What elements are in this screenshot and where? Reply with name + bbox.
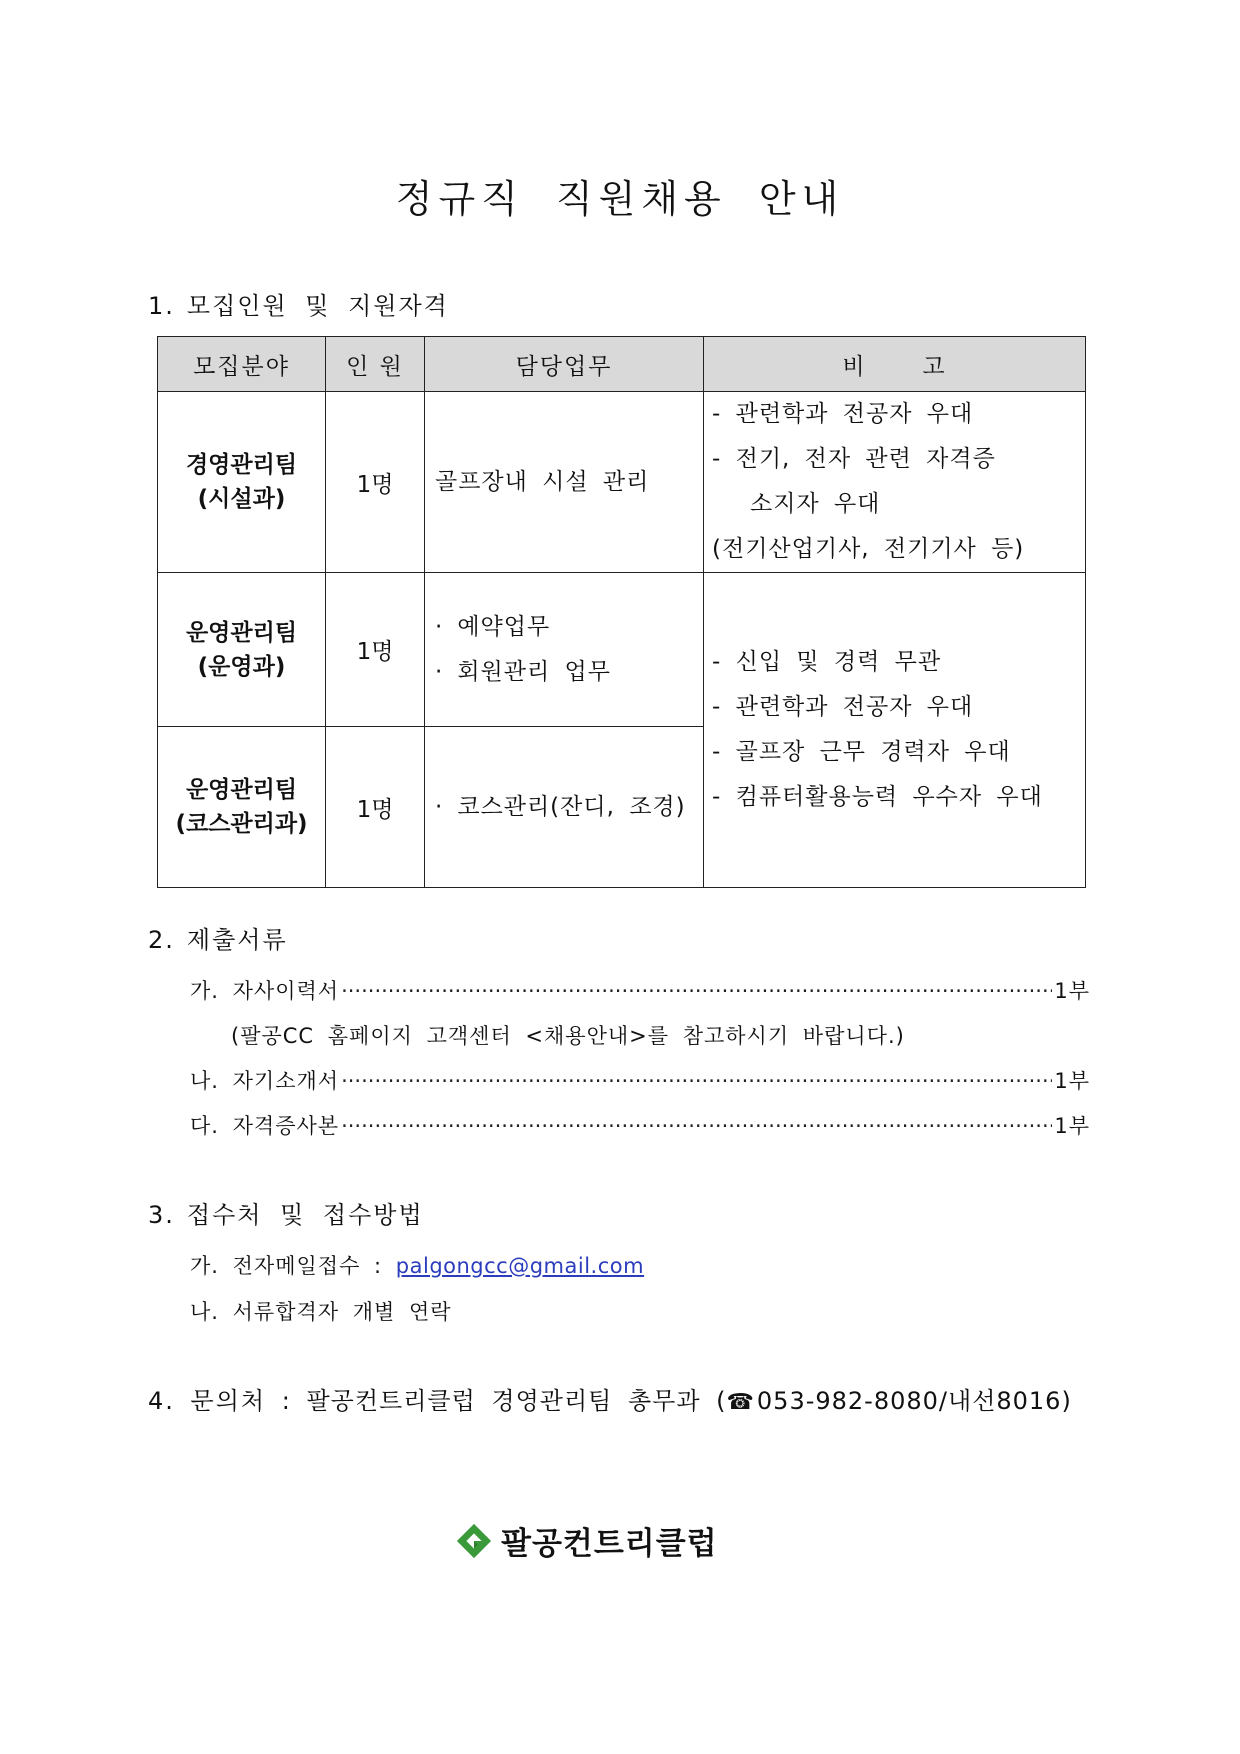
- dept-name: 운영관리팀: [185, 619, 298, 646]
- duty-item: 골프장내 시설 관리: [435, 468, 650, 495]
- email-label: 가. 전자메일접수 :: [190, 1254, 396, 1278]
- leader-dots: [341, 1114, 1052, 1138]
- section-4-number: 4.: [148, 1387, 175, 1415]
- club-logo: [455, 1518, 718, 1563]
- document-item: [190, 975, 1090, 1005]
- leader-dots: [341, 1069, 1052, 1093]
- section-3-title: 접수처 및 접수방법: [186, 1201, 424, 1229]
- header-dept: 모집분야: [158, 337, 326, 392]
- section-2-title: 제출서류: [186, 926, 288, 954]
- section-1-heading: [148, 286, 449, 321]
- dept-cell: [158, 392, 326, 573]
- duty-cell: [425, 392, 704, 573]
- email-line: [190, 1250, 644, 1280]
- count-cell: 1명: [326, 727, 425, 888]
- section-4-title: 문의처: [190, 1387, 267, 1415]
- duty-cell: [425, 727, 704, 888]
- document-copies: 1부: [1054, 1069, 1090, 1093]
- dept-name: 경영관리팀: [185, 452, 298, 478]
- count-cell: 1명: [326, 573, 425, 727]
- document-item: [190, 1110, 1090, 1140]
- leader-dots: [341, 979, 1052, 1003]
- page-title: 정규직 직원채용 안내: [395, 177, 845, 221]
- header-note: 비 고: [704, 337, 1086, 392]
- contact-method-line: 나. 서류합격자 개별 연락: [190, 1300, 452, 1324]
- section-1-title: 모집인원 및 지원자격: [186, 292, 449, 320]
- recruitment-table: [157, 336, 1086, 888]
- bullet-icon: ·: [435, 793, 444, 820]
- dept-cell: [158, 573, 326, 727]
- note-item: - 신입 및 경력 무관: [712, 649, 942, 675]
- note-item: 소지자 우대: [750, 491, 881, 517]
- contact-text: 팔공컨트리클럽 경영관리팀 총무과 (: [306, 1387, 727, 1415]
- count-cell: 1명: [326, 392, 425, 573]
- section-3-heading: [148, 1195, 424, 1230]
- note-item: - 관련학과 전공자 우대: [712, 694, 974, 720]
- dept-subname: (시설과): [197, 486, 286, 512]
- bullet-icon: ·: [435, 658, 444, 685]
- bullet-icon: ·: [435, 613, 444, 640]
- duty-item: [435, 605, 703, 650]
- duty-text: 회원관리 업무: [457, 658, 611, 685]
- document-label: 나. 자기소개서: [190, 1069, 340, 1093]
- section-1-number: 1.: [148, 292, 175, 320]
- section-2-heading: [148, 920, 288, 955]
- document-copies: 1부: [1054, 1114, 1090, 1138]
- dept-name: 운영관리팀: [185, 777, 298, 803]
- note-item: - 골프장 근무 경력자 우대: [712, 739, 1011, 765]
- document-copies: 1부: [1054, 979, 1090, 1003]
- table-row: [158, 573, 1086, 727]
- duty-cell: [425, 573, 704, 727]
- note-item: (전기산업기사, 전기기사 등): [712, 536, 1025, 562]
- phone-icon: ☎: [726, 1390, 755, 1415]
- table-row: [158, 392, 1086, 573]
- phone-number: 053-982-8080/내선8016): [756, 1387, 1072, 1415]
- table-header-row: [158, 337, 1086, 392]
- club-name: 팔공컨트리클럽: [501, 1526, 718, 1562]
- document-label: 가. 자사이력서: [190, 979, 340, 1003]
- document-note: (팔공CC 홈페이지 고객센터 <채용안내>를 참고하시기 바랍니다.): [231, 1024, 905, 1048]
- shared-note-cell: [704, 573, 1086, 888]
- duty-item: [435, 650, 703, 695]
- header-duty: 담당업무: [425, 337, 704, 392]
- note-cell: [704, 392, 1086, 573]
- dept-cell: [158, 727, 326, 888]
- section-4-separator: :: [281, 1387, 291, 1415]
- email-link[interactable]: palgongcc@gmail.com: [395, 1254, 645, 1278]
- note-item: - 컴퓨터활용능력 우수자 우대: [712, 784, 1043, 810]
- note-item: - 전기, 전자 관련 자격증: [712, 446, 996, 472]
- note-item: - 관련학과 전공자 우대: [712, 401, 974, 427]
- section-2-number: 2.: [148, 926, 175, 954]
- document-label: 다. 자격증사본: [190, 1114, 340, 1138]
- duty-text: 예약업무: [457, 613, 551, 640]
- section-3-number: 3.: [148, 1201, 175, 1229]
- dept-subname: (운영과): [197, 653, 286, 680]
- header-count: 인 원: [326, 337, 425, 392]
- document-item: [190, 1065, 1090, 1095]
- duty-text: 코스관리(잔디, 조경): [457, 793, 686, 820]
- duty-item: [435, 785, 703, 830]
- club-emblem-icon: [455, 1522, 493, 1560]
- section-4-line: [148, 1381, 1072, 1416]
- dept-subname: (코스관리과): [175, 811, 308, 837]
